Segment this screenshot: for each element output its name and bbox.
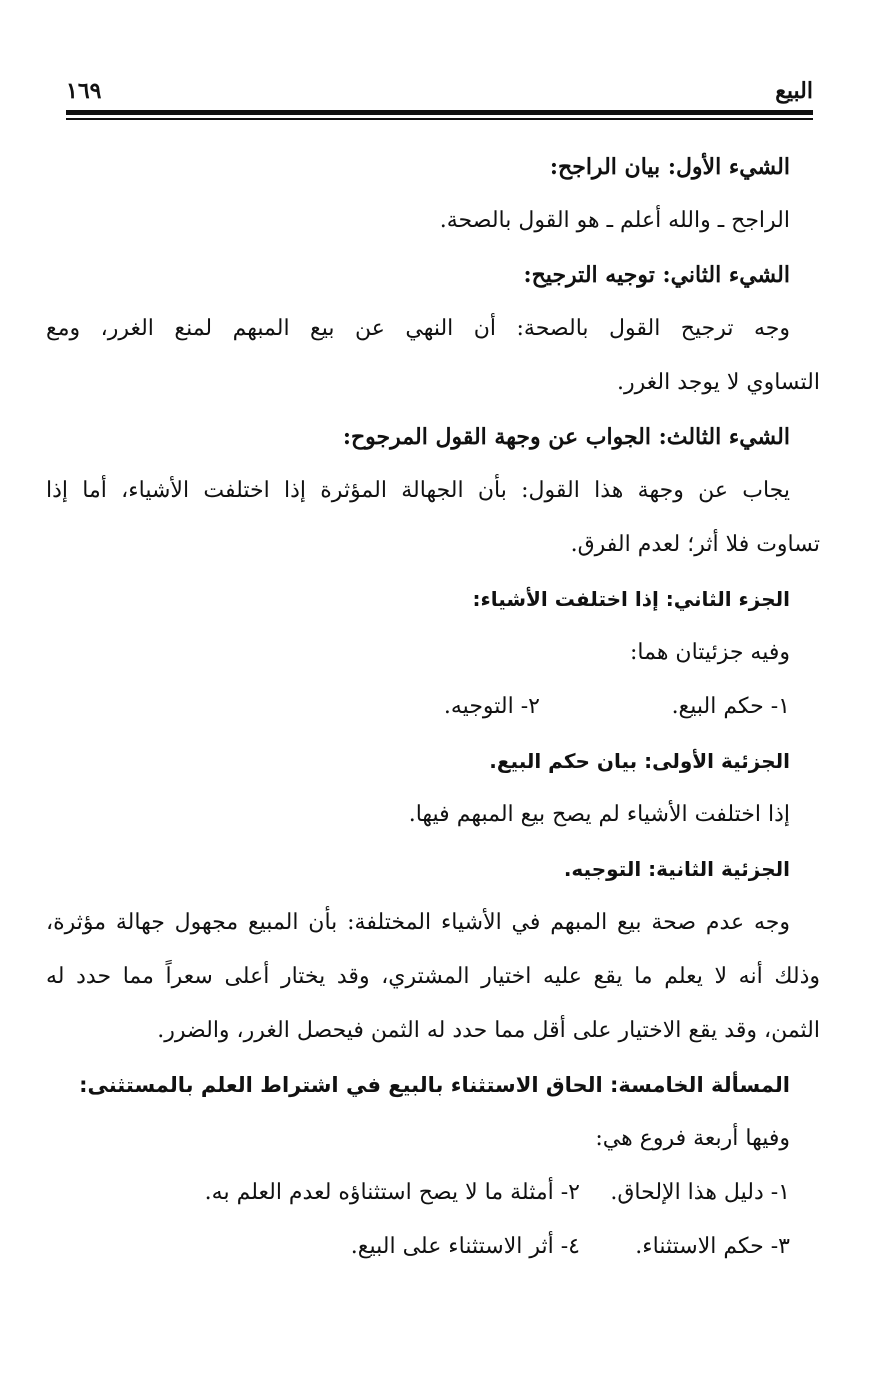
heading-subpart-one: الجزئية الأولى: بيان حكم البيع. <box>489 749 790 773</box>
running-title: البيع <box>775 78 813 104</box>
list-item: ٣- حكم الاستثناء. <box>635 1234 790 1259</box>
list-item: ٢- أمثلة ما لا يصح استثناؤه لعدم العلم به. <box>204 1180 580 1205</box>
heading-third-thing: الشيء الثالث: الجواب عن وجهة القول المرجوح: <box>342 424 790 450</box>
page-number: ١٦٩ <box>66 78 102 104</box>
paragraph-line: التساوي لا يوجد الغرر. <box>617 370 820 395</box>
header-rule-thin <box>66 118 813 120</box>
heading-subpart-two: الجزئية الثانية: التوجيه. <box>563 857 790 881</box>
list-row <box>66 1220 790 1274</box>
paragraph-line: إذا اختلفت الأشياء لم يصح بيع المبهم فيها. <box>408 802 790 827</box>
paragraph-line: الثمن، وقد يقع الاختيار على أقل مما حدد له الثمن فيحصل الغرر، والضرر. <box>157 1018 820 1043</box>
heading-part-two: الجزء الثاني: إذا اختلفت الأشياء: <box>472 587 790 611</box>
paragraph-line: وجه عدم صحة بيع المبهم في الأشياء المختلفة: بأن المبيع مجهول جهالة مؤثرة، <box>46 910 790 935</box>
paragraph-line: وفيه جزئيتان هما: <box>630 640 790 665</box>
list-item: ١- حكم البيع. <box>671 694 790 719</box>
list-item: ٢- التوجيه. <box>443 694 540 719</box>
list-item: ٤- أثر الاستثناء على البيع. <box>350 1234 580 1259</box>
list-row <box>66 680 790 734</box>
paragraph-line: الراجح ـ والله أعلم ـ هو القول بالصحة. <box>439 208 790 233</box>
page-body <box>46 140 820 1274</box>
running-header <box>66 74 813 108</box>
paragraph-line: وجه ترجيح القول بالصحة: أن النهي عن بيع المبهم لمنع الغرر، ومع <box>46 316 790 341</box>
heading-first-thing: الشيء الأول: بيان الراجح: <box>549 154 790 180</box>
list-row <box>66 1166 790 1220</box>
paragraph-line: يجاب عن وجهة هذا القول: بأن الجهالة المؤثرة إذا اختلفت الأشياء، أما إذا <box>46 478 790 503</box>
heading-issue-five: المسألة الخامسة: الحاق الاستثناء بالبيع في اشتراط العلم بالمستثنى: <box>79 1073 790 1097</box>
paragraph-line: تساوت فلا أثر؛ لعدم الفرق. <box>570 532 820 557</box>
header-rule-thick <box>66 110 813 115</box>
paragraph-line: وذلك أنه لا يعلم ما يقع عليه اختيار المشتري، وقد يختار أعلى سعراً مما حدد له <box>46 964 820 989</box>
paragraph-line: وفيها أربعة فروع هي: <box>595 1126 790 1151</box>
heading-second-thing: الشيء الثاني: توجيه الترجيح: <box>523 262 790 288</box>
list-item: ١- دليل هذا الإلحاق. <box>610 1180 790 1205</box>
